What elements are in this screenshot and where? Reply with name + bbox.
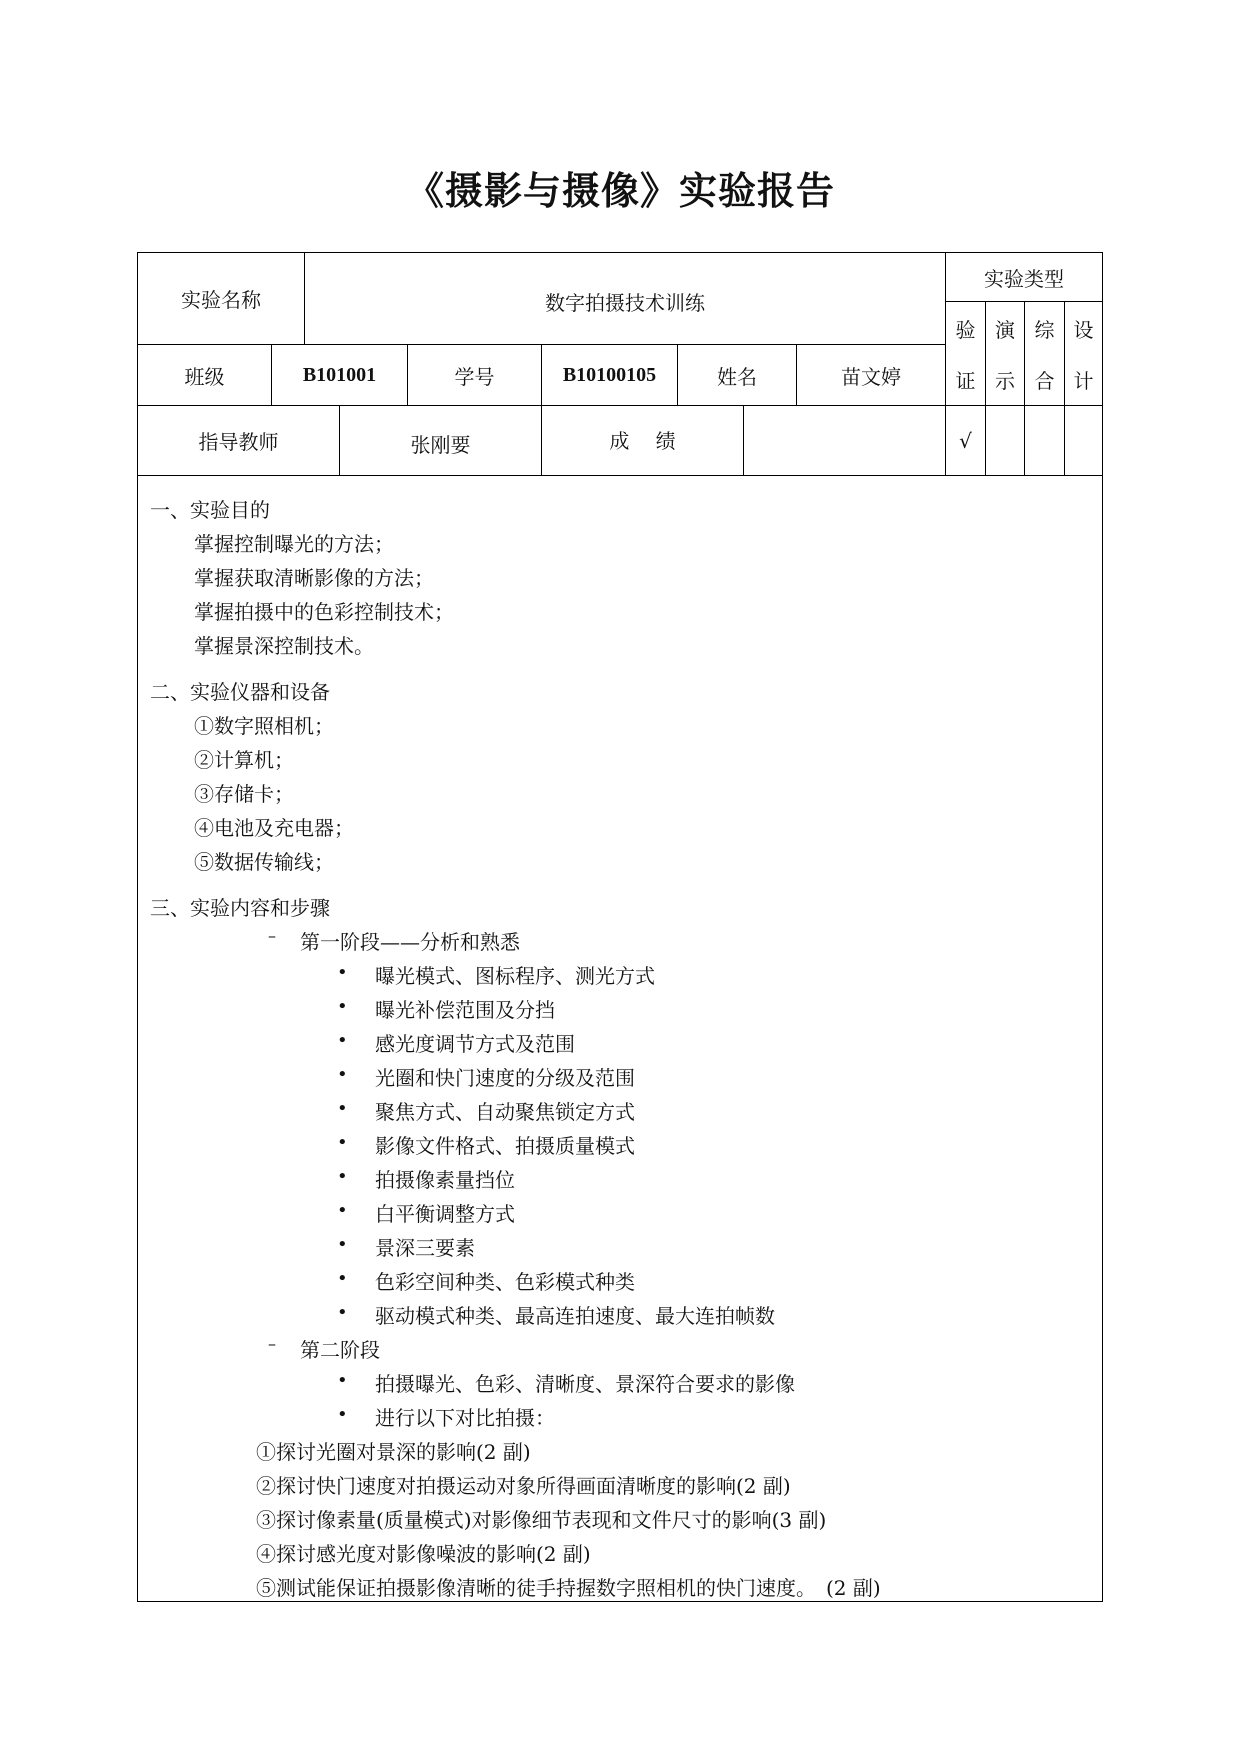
dash-marker: –: [268, 1334, 276, 1353]
name-value: 苗文婷: [841, 364, 901, 389]
list-item: ②计算机；: [194, 748, 294, 772]
bullet-marker: •: [337, 1302, 348, 1323]
bullet-marker: •: [337, 996, 348, 1017]
task-item: ⑤测试能保证拍摄影像清晰的徒手持握数字照相机的快门速度。 (2 副): [256, 1576, 881, 1600]
list-item: 景深三要素: [375, 1236, 475, 1260]
list-item: 白平衡调整方式: [375, 1202, 515, 1226]
list-item: ④电池及充电器；: [194, 816, 354, 840]
exp-name-value: 数字拍摄技术训练: [545, 291, 705, 315]
list-item: ⑤数据传输线；: [194, 850, 334, 874]
bullet-marker: •: [337, 1064, 348, 1085]
list-item: 曝光补偿范围及分挡: [375, 998, 555, 1022]
bullet-marker: •: [337, 1030, 348, 1051]
class-label: 班级: [184, 364, 225, 389]
type-comprehensive-bottom: 合: [1034, 369, 1055, 393]
bullet-marker: •: [337, 1370, 348, 1391]
list-item: 感光度调节方式及范围: [375, 1032, 575, 1056]
type-design-mark: [1065, 406, 1102, 475]
list-item: 驱动模式种类、最高连拍速度、最大连拍帧数: [375, 1304, 775, 1328]
list-item: 进行以下对比拍摄：: [375, 1406, 555, 1430]
grade-value: [744, 406, 945, 475]
table-border-bottom: [137, 1601, 1103, 1602]
class-value: B101001: [302, 363, 377, 386]
bullet-marker: •: [337, 1268, 348, 1289]
exp-type-label: 实验类型: [984, 266, 1064, 291]
bullet-marker: •: [337, 1098, 348, 1119]
list-item: 曝光模式、图标程序、测光方式: [375, 964, 655, 988]
list-item: 拍摄像素量挡位: [375, 1168, 515, 1192]
report-table: [137, 252, 1103, 1602]
type-design-top: 设: [1073, 317, 1094, 342]
type-demo-top: 演: [995, 317, 1015, 342]
bullet-marker: •: [337, 1200, 348, 1221]
exp-name-label: 实验名称: [181, 288, 261, 312]
list-item: 聚焦方式、自动聚焦锁定方式: [375, 1100, 635, 1124]
task-item: ③探讨像素量(质量模式)对影像细节表现和文件尺寸的影响(3 副): [256, 1508, 827, 1532]
student-id-label: 学号: [454, 364, 495, 389]
type-verify-bottom: 证: [955, 369, 976, 393]
list-item: ③存储卡；: [194, 782, 294, 806]
student-id-value: B10100105: [562, 363, 657, 386]
section-heading: 一、实验目的: [150, 498, 270, 522]
list-item: 掌握拍摄中的色彩控制技术；: [194, 600, 454, 624]
bullet-marker: •: [337, 1404, 348, 1425]
section-heading: 三、实验内容和步骤: [150, 896, 330, 920]
stage-heading: 第二阶段: [300, 1338, 380, 1362]
bullet-marker: •: [337, 1166, 348, 1187]
list-item: 影像文件格式、拍摄质量模式: [375, 1134, 635, 1158]
list-item: 拍摄曝光、色彩、清晰度、景深符合要求的影像: [375, 1372, 795, 1396]
task-item: ①探讨光圈对景深的影响(2 副): [256, 1440, 531, 1464]
dash-marker: –: [268, 926, 276, 945]
section-heading: 二、实验仪器和设备: [150, 680, 330, 704]
list-item: 掌握景深控制技术。: [194, 634, 374, 658]
list-item: ①数字照相机；: [194, 714, 334, 738]
list-item: 光圈和快门速度的分级及范围: [375, 1066, 635, 1090]
stage-heading: 第一阶段——分析和熟悉: [300, 930, 520, 954]
page-title: 《摄影与摄像》实验报告: [405, 169, 835, 213]
list-item: 掌握获取清晰影像的方法；: [194, 566, 434, 590]
type-comprehensive-mark: [1025, 406, 1064, 475]
list-item: 色彩空间种类、色彩模式种类: [375, 1270, 635, 1294]
bullet-marker: •: [337, 1132, 348, 1153]
teacher-label: 指导教师: [198, 430, 279, 454]
type-comprehensive-top: 综: [1034, 317, 1055, 342]
type-verify-top: 验: [955, 317, 976, 342]
grade-label: 成 绩: [609, 428, 676, 453]
task-item: ④探讨感光度对影像噪波的影响(2 副): [256, 1542, 591, 1566]
type-design-bottom: 计: [1073, 369, 1094, 393]
type-demo-mark: [986, 406, 1024, 475]
bullet-marker: •: [337, 962, 348, 983]
task-item: ②探讨快门速度对拍摄运动对象所得画面清晰度的影响(2 副): [256, 1474, 791, 1498]
type-demo-bottom: 示: [995, 369, 1015, 393]
name-label: 姓名: [717, 364, 757, 389]
teacher-value: 张刚要: [410, 433, 471, 457]
type-verify-mark: √: [959, 428, 972, 453]
list-item: 掌握控制曝光的方法；: [194, 532, 394, 556]
row-line: [137, 475, 1103, 476]
bullet-marker: •: [337, 1234, 348, 1255]
table-border-right: [1102, 252, 1103, 1602]
